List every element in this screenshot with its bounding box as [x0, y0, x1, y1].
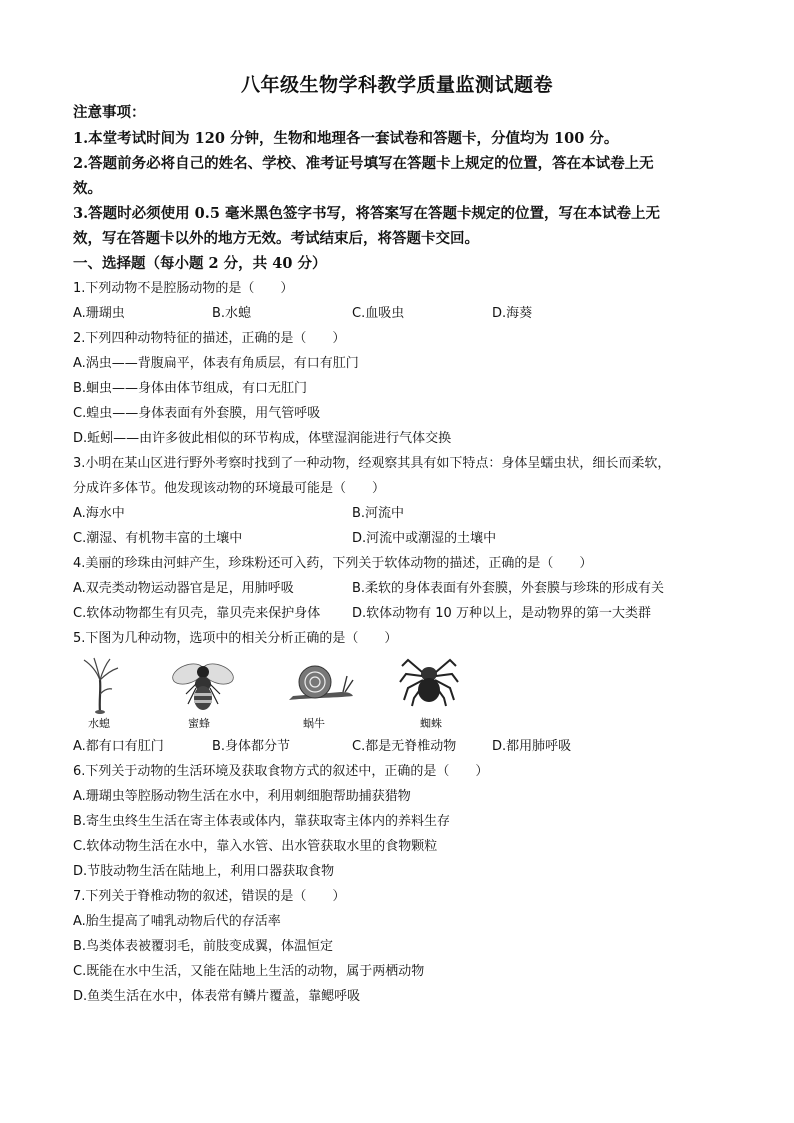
- question-7-stem: 7.下列关于脊椎动物的叙述，错误的是（ ）: [73, 889, 346, 904]
- question-5-option-c: C.都是无脊椎动物: [352, 739, 457, 754]
- question-5-stem: 5.下图为几种动物，选项中的相关分析正确的是（ ）: [73, 631, 398, 646]
- question-5-option-a: A.都有口有肛门: [73, 739, 164, 754]
- hydra-figure: [78, 656, 122, 714]
- notice-item-2: 2.答题前务必将自己的姓名、学校、准考证号填写在答题卡上规定的位置，答在本试卷上无: [73, 155, 654, 172]
- question-2-stem: 2.下列四种动物特征的描述，正确的是（ ）: [73, 331, 346, 346]
- question-6-option-d: D.节肢动物生活在陆地上，利用口器获取食物: [73, 864, 335, 879]
- question-1-option-b: B.水螅: [212, 306, 252, 321]
- notice-item-3-cont: 效，写在答题卡以外的地方无效。考试结束后，将答题卡交回。: [73, 230, 479, 247]
- question-1-option-a: A.珊瑚虫: [73, 306, 125, 321]
- question-1-stem: 1.下列动物不是腔肠动物的是（ ）: [73, 281, 294, 296]
- snail-figure: [285, 662, 357, 704]
- question-1-option-c: C.血吸虫: [352, 306, 405, 321]
- caption-spider: 蜘蛛: [420, 717, 442, 730]
- question-3-option-a: A.海水中: [73, 506, 125, 521]
- question-2-option-c: C.蝗虫——身体表面有外套膜，用气管呼吸: [73, 406, 321, 421]
- question-2-option-b: B.蛔虫——身体由体节组成，有口无肛门: [73, 381, 308, 396]
- question-3-stem-cont: 分成许多体节。他发现该动物的环境最可能是（ ）: [73, 481, 386, 496]
- question-3-stem: 3.小明在某山区进行野外考察时找到了一种动物，经观察其具有如下特点：身体呈蠕虫状，细长而柔软，: [73, 456, 671, 471]
- notice-heading: 注意事项：: [73, 104, 146, 121]
- caption-bee: 蜜蜂: [188, 717, 210, 730]
- caption-hydra: 水螅: [88, 717, 110, 730]
- question-7-option-d: D.鱼类生活在水中，体表常有鳞片覆盖，靠鳃呼吸: [73, 989, 361, 1004]
- question-4-stem: 4.美丽的珍珠由河蚌产生，珍珠粉还可入药，下列关于软体动物的描述，正确的是（ ）: [73, 556, 593, 571]
- question-6-option-a: A.珊瑚虫等腔肠动物生活在水中，利用刺细胞帮助捕获猎物: [73, 789, 411, 804]
- question-4-option-b: B.柔软的身体表面有外套膜，外套膜与珍珠的形成有关: [352, 581, 665, 596]
- spider-figure: [398, 656, 460, 708]
- question-7-option-b: B.鸟类体表被覆羽毛，前肢变成翼，体温恒定: [73, 939, 334, 954]
- question-4-option-c: C.软体动物都生有贝壳，靠贝壳来保护身体: [73, 606, 321, 621]
- question-2-option-d: D.蚯蚓——由许多彼此相似的环节构成，体壁湿润能进行气体交换: [73, 431, 452, 446]
- question-1-option-d: D.海葵: [492, 306, 533, 321]
- question-6-option-b: B.寄生虫终生生活在寄主体表或体内，靠获取寄主体内的养料生存: [73, 814, 451, 829]
- question-5-option-d: D.都用肺呼吸: [492, 739, 572, 754]
- question-3-option-c: C.潮湿、有机物丰富的土壤中: [73, 531, 243, 546]
- notice-item-2-cont: 效。: [73, 180, 102, 197]
- question-4-option-d: D.软体动物有 10 万种以上，是动物界的第一大类群: [352, 606, 651, 621]
- page-title: 八年级生物学科教学质量监测试题卷: [240, 74, 553, 96]
- question-4-option-a: A.双壳类动物运动器官是足，用肺呼吸: [73, 581, 294, 596]
- question-3-option-b: B.河流中: [352, 506, 405, 521]
- question-7-option-a: A.胎生提高了哺乳动物后代的存活率: [73, 914, 281, 929]
- question-7-option-c: C.既能在水中生活，又能在陆地上生活的动物，属于两栖动物: [73, 964, 425, 979]
- question-2-option-a: A.涡虫——背腹扁平，体表有角质层，有口有肛门: [73, 356, 359, 371]
- question-6-stem: 6.下列关于动物的生活环境及获取食物方式的叙述中，正确的是（ ）: [73, 764, 489, 779]
- question-6-option-c: C.软体动物生活在水中，靠入水管、出水管获取水里的食物颗粒: [73, 839, 438, 854]
- caption-snail: 蜗牛: [303, 717, 325, 730]
- section-heading: 一、选择题（每小题 2 分，共 40 分）: [73, 255, 327, 272]
- bee-figure: [168, 660, 238, 712]
- notice-item-1: 1.本堂考试时间为 120 分钟，生物和地理各一套试卷和答题卡，分值均为 100 分。: [73, 130, 619, 147]
- notice-item-3: 3.答题时必须使用 0.5 毫米黑色签字书写，将答案写在答题卡规定的位置，写在本试卷上无: [73, 205, 660, 222]
- question-3-option-d: D.河流中或潮湿的土壤中: [352, 531, 497, 546]
- question-5-option-b: B.身体都分节: [212, 739, 291, 754]
